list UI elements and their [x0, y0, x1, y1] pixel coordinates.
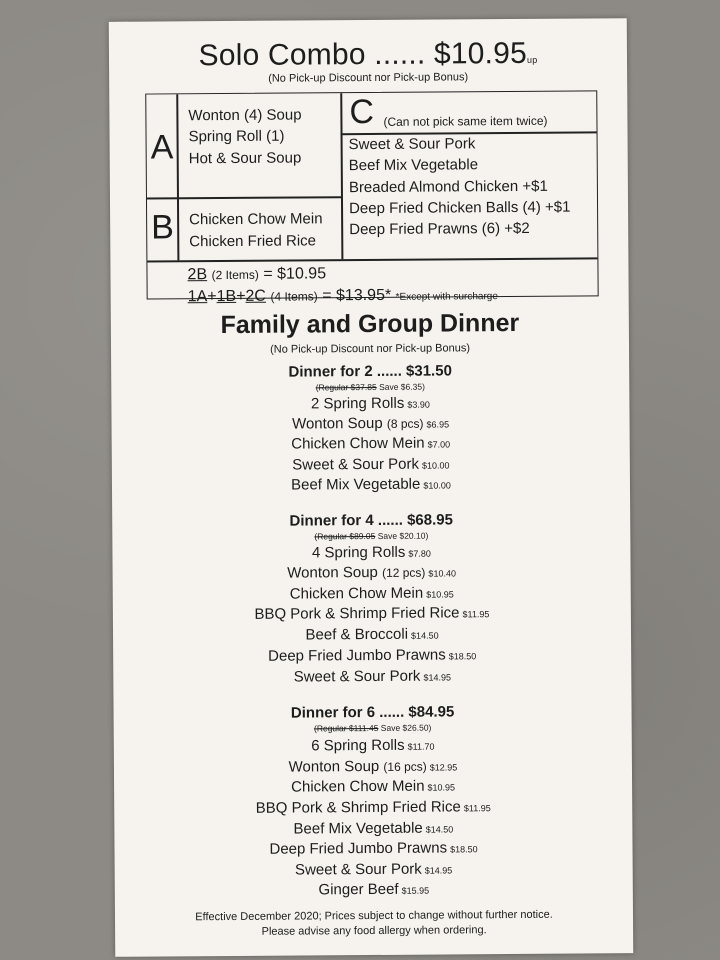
dinner-item — [114, 776, 632, 797]
dinner-item — [113, 583, 631, 604]
family-dinner-title: Family and Group Dinner — [220, 308, 520, 340]
dinner-item-name: Beef Mix Vegetable — [293, 819, 423, 838]
menu-sheet — [109, 18, 634, 957]
solo-combo-title-suffix: up — [526, 54, 538, 65]
dinner-item-price: $14.50 — [411, 630, 439, 641]
option1-price: = $10.95 — [263, 265, 327, 283]
group-a-item: Wonton (4) Soup — [188, 106, 302, 125]
dinner-heading: Dinner for 4 ...... $68.95 — [289, 511, 453, 530]
group-c-item: Sweet & Sour Pork — [348, 135, 476, 154]
dinner-item — [112, 433, 630, 454]
group-c-item: Breaded Almond Chicken +$1 — [348, 177, 548, 197]
dinner-item — [113, 562, 631, 583]
divider-letter-column — [176, 94, 179, 260]
group-b-letter: B — [151, 208, 174, 247]
option2-code-a: 1A — [187, 288, 208, 306]
dinner-item — [113, 624, 631, 645]
group-b-item: Chicken Chow Mein — [189, 210, 323, 229]
dinner-regular-price — [111, 380, 629, 394]
dinner-item-price: $11.95 — [462, 609, 490, 620]
dinner-item-name: 2 Spring Rolls — [310, 394, 405, 413]
dinner-regular-price — [112, 529, 630, 543]
dinner-item — [112, 542, 630, 563]
dinner-item-name: BBQ Pork & Shrimp Fried Rice — [255, 798, 461, 817]
dinner-item-name: BBQ Pork & Shrimp Fried Rice — [254, 604, 460, 623]
dinner-item — [114, 797, 632, 818]
divider-c-header — [341, 131, 597, 134]
dinner-item-price: $11.70 — [407, 741, 435, 752]
dinner-item-pieces: (16 pcs) — [383, 759, 427, 774]
dinner-item-name: Chicken Chow Mein — [291, 777, 425, 796]
dinner-item-name: Chicken Chow Mein — [291, 434, 425, 453]
dinner-item-price: $7.00 — [427, 439, 451, 450]
solo-combo-note: (No Pick-up Discount nor Pick-up Bonus) — [268, 71, 469, 85]
solo-combo-title — [109, 36, 627, 74]
dinner-item-price: $15.95 — [401, 885, 430, 896]
dinner-item-price: $6.95 — [426, 419, 450, 430]
combo-option-4-items: 1A+1B+2C (4 Items) = $13.95* *Except with surcharge — [187, 286, 498, 306]
dinner-item-pieces: (8 pcs) — [386, 416, 424, 431]
combo-option-2b — [187, 265, 326, 284]
option1-code: 2B — [187, 266, 208, 284]
dinner-item-price: $18.50 — [450, 844, 478, 855]
dinner-item — [114, 756, 632, 777]
dinner-item-price: $12.95 — [429, 762, 458, 773]
dinner-item — [113, 645, 631, 666]
group-c-item: Beef Mix Vegetable — [348, 156, 479, 175]
dinner-item — [112, 454, 630, 475]
dinner-item-name: 6 Spring Rolls — [311, 736, 405, 755]
dinner-item — [112, 474, 630, 495]
savings: Save $20.10) — [377, 530, 429, 541]
dinner-heading: Dinner for 2 ...... $31.50 — [288, 362, 452, 381]
option2-count: (4 Items) — [270, 289, 318, 304]
dinner-item — [113, 603, 631, 624]
dinner-item-name: Wonton Soup — [291, 414, 383, 433]
divider-footer — [147, 257, 597, 262]
family-dinner-note: (No Pick-up Discount nor Pick-up Bonus) — [270, 342, 471, 356]
dinner-item — [114, 838, 632, 859]
dinner-item-name: 4 Spring Rolls — [311, 543, 406, 562]
option2-code-c: 2C — [245, 287, 267, 305]
dinner-item-name: Sweet & Sour Pork — [293, 667, 421, 686]
group-c-note: (Can not pick same item twice) — [383, 113, 548, 129]
dinner-item-name: Wonton Soup — [288, 757, 380, 776]
group-a-item: Hot & Sour Soup — [188, 149, 302, 168]
group-c-letter: C — [349, 92, 375, 132]
group-b-item: Chicken Fried Rice — [189, 232, 317, 251]
dinner-item-price: $7.80 — [408, 548, 431, 559]
option2-code-b: 1B — [216, 287, 237, 306]
dinner-item — [111, 393, 629, 414]
group-c-item: Deep Fried Chicken Balls (4) +$1 — [348, 198, 571, 218]
dinner-item-name: Chicken Chow Mein — [289, 584, 424, 603]
dinner-item-price: $14.95 — [424, 865, 453, 876]
dinner-item-price: $10.95 — [426, 589, 454, 600]
dinner-item — [114, 818, 632, 839]
dinner-item-name: Beef & Broccoli — [305, 625, 409, 644]
solo-combo-title-text: Solo Combo ...... $10.95 — [198, 36, 528, 73]
dinner-item-price: $18.50 — [448, 651, 477, 662]
dinner-item-price: $10.00 — [423, 480, 451, 491]
group-a-item: Spring Roll (1) — [188, 127, 285, 146]
dinner-item-name: Beef Mix Vegetable — [291, 475, 421, 494]
footer-effective-note: Effective December 2020; Prices subject to change without further notice. — [195, 908, 553, 924]
option2-footnote: *Except with surcharge — [395, 291, 498, 303]
dinner-regular-price — [114, 721, 632, 735]
savings: Save $26.50) — [380, 722, 432, 733]
dinner-item-name: Wonton Soup — [287, 563, 378, 582]
dinner-item — [113, 666, 631, 687]
dinner-item-price: $14.50 — [425, 824, 454, 835]
dinner-item-price: $14.95 — [423, 672, 451, 683]
regular-price: (Regular $111.45 — [313, 722, 379, 734]
dinner-item-pieces: (12 pcs) — [382, 565, 426, 580]
combo-grid — [145, 90, 598, 306]
dinner-item — [115, 859, 633, 880]
dinner-item-price: $10.00 — [421, 460, 450, 471]
dinner-item-name: Sweet & Sour Pork — [292, 455, 419, 474]
dinner-item-price: $10.40 — [428, 568, 456, 579]
dinner-item-name: Deep Fried Jumbo Prawns — [269, 839, 448, 858]
dinner-item-price: $3.90 — [407, 399, 430, 410]
savings: Save $6.35) — [379, 381, 425, 392]
option1-count: (2 Items) — [211, 267, 259, 283]
dinner-item-price: $11.95 — [463, 803, 491, 814]
dinner-item — [115, 879, 633, 900]
regular-price: (Regular $89.05 — [314, 530, 376, 542]
group-a-letter: A — [150, 128, 174, 167]
footer-allergy-note: Please advise any food allergy when ordering. — [261, 924, 487, 938]
dinner-item-name: Ginger Beef — [318, 880, 399, 899]
option2-price: = $13.95* — [322, 286, 392, 305]
dinner-item-name: Deep Fried Jumbo Prawns — [268, 646, 446, 665]
divider-vertical — [340, 93, 343, 259]
regular-price: (Regular $37.85 — [315, 381, 377, 393]
dinner-item-name: Sweet & Sour Pork — [294, 860, 422, 879]
dinner-item — [114, 735, 632, 756]
group-c-item: Deep Fried Prawns (6) +$2 — [349, 219, 530, 239]
dinner-heading: Dinner for 6 ...... $84.95 — [290, 703, 455, 722]
dinner-item — [112, 413, 630, 434]
dinner-item-price: $10.95 — [427, 782, 456, 793]
